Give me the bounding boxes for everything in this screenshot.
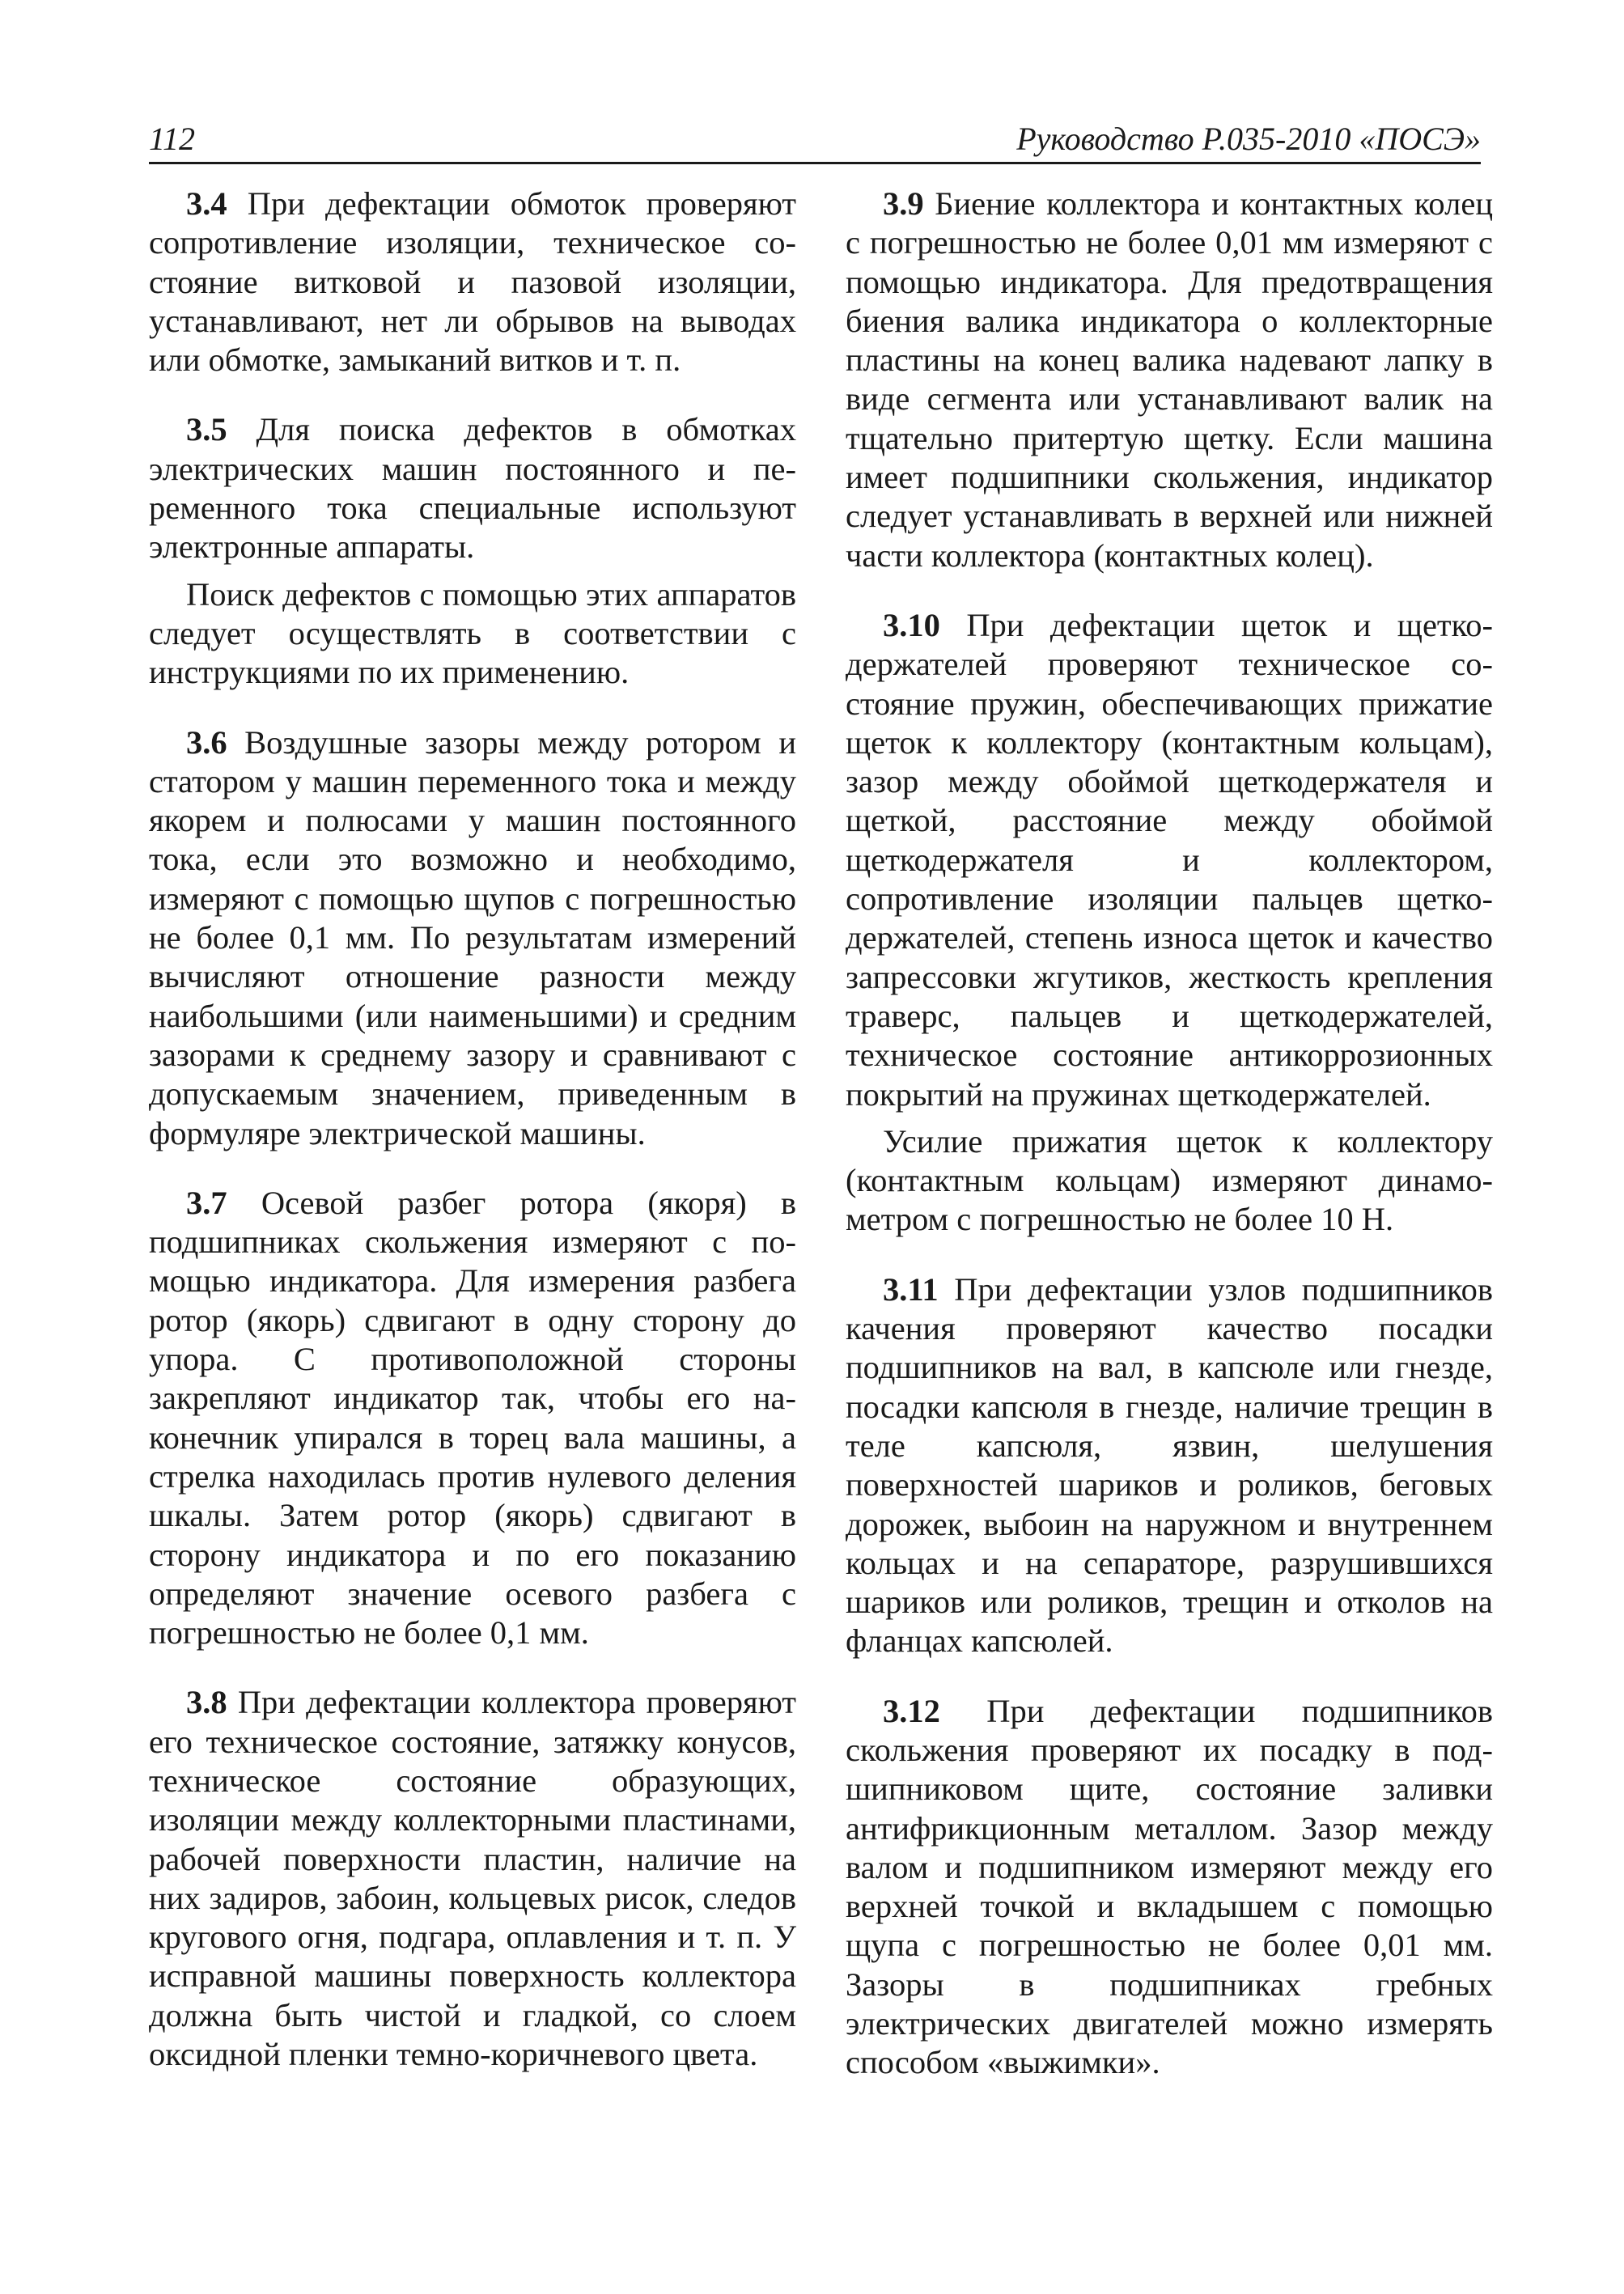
page-number: 112 [149, 121, 196, 157]
section-3-8 [149, 1683, 796, 2074]
section-number: 3.12 [883, 1692, 940, 1729]
paragraph-text: При дефектации узлов подшипников качения проверяют качество посадки подшипников на вал, в капсюле или гнезде, посадки капсюля в гнезде, наличие трещин в теле капсюля, язвин, шелушения поверхностей шариков и роликов, беговых дорожек, выбоин на наружном и внутреннем кольцах и на сепараторе, разрушившихся шариков или роликов, трещин и отколов на фланцах капсюлей. [846, 1270, 1493, 1660]
paragraph [846, 1122, 1493, 1240]
section-number: 3.8 [186, 1684, 227, 1721]
paragraph-text: Для поиска дефектов в обмотках электрических машин постоянного и переменного тока специальные используют электронные аппараты. [149, 411, 797, 566]
paragraph [149, 575, 796, 693]
section-number: 3.6 [186, 723, 227, 761]
paragraph-text: Поиск дефектов с помощью этих аппаратов следует осуществлять в соответствии с инструкциями по их применению. [149, 575, 796, 691]
paragraph [149, 723, 796, 1153]
section-number: 3.9 [883, 185, 924, 222]
paragraph-text: При дефектации подшипников скольжения проверяют их посадку в подшипниковом щите, состояние заливки антифрикционным металлом. Зазор между валом и подшипником измеряют между его верхней точкой и вкладышем с помощью щупа с погрешностью не более 0,01 мм. Зазоры в подшипниках гребных электрических двигателей можно измерять способом «выжимки». [846, 1692, 1493, 2081]
header-rule [149, 162, 1481, 164]
section-number: 3.10 [883, 606, 940, 643]
section-3-6 [149, 723, 796, 1153]
paragraph-text: Усилие прижатия щеток к коллектору (контактным кольцам) измеряют динамометром с погрешностью не более 10 Н. [846, 1122, 1493, 1238]
paragraph [149, 184, 796, 380]
paragraph-text: Биение коллектора и контактных колец с погрешностью не более 0,01 мм измеряют с помощью индикатора. Для предотвращения биения валика индикатора о коллекторные пластины на конец валика надевают лапку в виде сегмента или устанавливают валик на тщательно притертую щетку. Если машина имеет подшипники скольжения, индикатор следует устанавливать в верхней или нижней части коллектора (контактных колец). [846, 185, 1494, 574]
paragraph-text: Осевой разбег ротора (якоря) в подшипниках скольжения измеряют с помощью индикатора. Для измерения разбега ротор (якорь) сдвигают в одну сторону до упора. С противоположной стороны закрепляют индикатор так, чтобы его наконечник упирался в торец вала машины, а стрелка находилась против нулевого деления шкалы. Затем ротор (якорь) сдвигают в сторону индикатора и по его показанию определяют значение осевого разбега с погрешностью не более 0,1 мм. [149, 1184, 796, 1652]
section-3-12 [846, 1692, 1493, 2083]
paragraph [149, 1184, 796, 1653]
paragraph [846, 606, 1493, 1114]
paragraph-text: При дефектации коллектора проверяют его техническое состояние, затяжку конусов, техническое состояние образующих, изоляции между коллекторными пластинами, рабочей поверхности пластин, наличие на них задиров, забоин, кольцевых рисок, следов кругового огня, подгара, оплавления и т. п. У исправной машины поверхность коллектора должна быть чистой и гладкой, со слоем оксидной пленки темно-коричневого цвета. [149, 1684, 797, 2073]
paragraph-text: Воздушные зазоры между ротором и статором у машин переменного тока и между якорем и полюсами у машин постоянного тока, если это возможно и необходимо, измеряют с помощью щупов с погрешностью не более 0,1 мм. По результатам измерений вычисляют отношение разности между наибольшими (или наименьшими) и средним зазорами к среднему зазору и сравнивают с допускаемым значением, приведенным в формуляре электрической машины. [149, 723, 797, 1151]
section-3-5 [149, 410, 796, 692]
paragraph [149, 410, 796, 566]
paragraph [846, 184, 1493, 575]
section-3-11 [846, 1270, 1493, 1661]
section-3-9 [846, 184, 1493, 575]
right-column [846, 184, 1493, 2114]
paragraph [846, 1692, 1493, 2083]
section-number: 3.4 [186, 185, 227, 222]
paragraph-text: При дефектации щеток и щеткодержателей проверяют техническое состояние пружин, обеспечивающих прижатие щеток к коллектору (контактным кольцам), зазор между обоймой щеткодержателя и щеткой, расстояние между обоймой щеткодержателя и коллектором, сопротивление изоляции пальцев щеткодержателей, степень износа щеток и качество запрессовки жгутиков, жесткость крепления траверс, пальцев и щеткодержателей, техническое состояние антикоррозионных покрытий на пружинах щеткодержателей. [846, 606, 1493, 1113]
section-number: 3.11 [883, 1270, 939, 1308]
section-3-10 [846, 606, 1493, 1240]
section-3-7 [149, 1184, 796, 1653]
section-number: 3.7 [186, 1184, 227, 1221]
left-column [149, 184, 796, 2105]
page-header [149, 117, 1481, 162]
paragraph [149, 1683, 796, 2074]
section-3-4 [149, 184, 796, 380]
running-title: Руководство Р.035-2010 «ПОСЭ» [1016, 121, 1481, 157]
paragraph [846, 1270, 1493, 1661]
section-number: 3.5 [186, 411, 227, 448]
paragraph-text: При дефектации обмоток проверяют сопротивление изоляции, техническое состояние витковой и пазовой изоляции, устанавливают, нет ли обрывов на выводах или обмотке, замыканий витков и т. п. [149, 185, 797, 379]
